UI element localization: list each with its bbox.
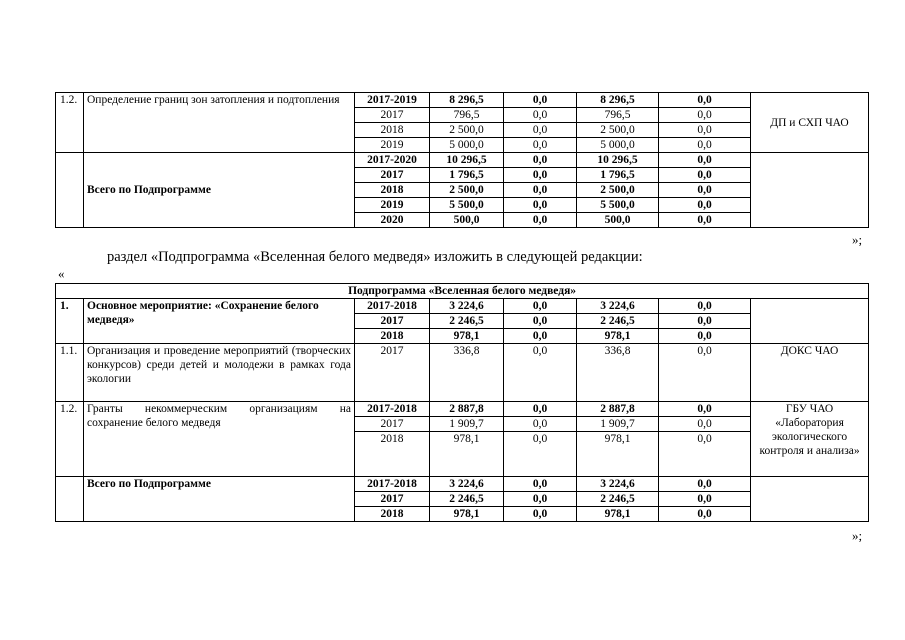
period-cell: 2017 xyxy=(355,168,430,183)
regional-cell: 10 296,5 xyxy=(577,153,659,168)
regional-cell: 3 224,6 xyxy=(577,477,659,492)
period-cell: 2018 xyxy=(355,432,430,477)
federal-cell: 0,0 xyxy=(504,93,577,108)
regional-cell: 5 000,0 xyxy=(577,138,659,153)
closing-quote-mark: »; xyxy=(852,528,863,543)
regional-cell: 3 224,6 xyxy=(577,299,659,314)
total-cell: 8 296,5 xyxy=(430,93,504,108)
period-cell: 2020 xyxy=(355,213,430,228)
closing-quote-mark: »; xyxy=(852,232,863,247)
period-cell: 2017 xyxy=(355,108,430,123)
regional-cell: 500,0 xyxy=(577,213,659,228)
regional-cell: 1 909,7 xyxy=(577,417,659,432)
activity-description: Организация и проведение мероприятий (творческих конкурсов) среди детей и молодежи в рамках года экологии xyxy=(84,344,355,402)
other-cell: 0,0 xyxy=(659,344,751,402)
period-cell: 2018 xyxy=(355,183,430,198)
activity-description: Гранты некоммерческим организациям на сохранение белого медведя xyxy=(84,402,355,477)
federal-cell: 0,0 xyxy=(504,477,577,492)
federal-cell: 0,0 xyxy=(504,329,577,344)
period-cell: 2018 xyxy=(355,123,430,138)
federal-cell: 0,0 xyxy=(504,402,577,417)
row-number: 1.2. xyxy=(56,402,84,477)
executor-cell: ГБУ ЧАО «Лаборатория экологического контроля и анализа» xyxy=(751,402,869,477)
other-cell: 0,0 xyxy=(659,299,751,314)
federal-cell: 0,0 xyxy=(504,314,577,329)
regional-cell: 2 500,0 xyxy=(577,183,659,198)
total-cell: 500,0 xyxy=(430,213,504,228)
regional-cell: 2 887,8 xyxy=(577,402,659,417)
executor-cell xyxy=(751,477,869,522)
period-cell: 2017-2019 xyxy=(355,93,430,108)
total-cell: 2 246,5 xyxy=(430,314,504,329)
regional-cell: 1 796,5 xyxy=(577,168,659,183)
subprogram-header: Подпрограмма «Вселенная белого медведя» xyxy=(56,284,869,299)
total-cell: 2 500,0 xyxy=(430,123,504,138)
funding-table-previous xyxy=(55,92,869,228)
executor-cell: ДОКС ЧАО xyxy=(751,344,869,402)
federal-cell: 0,0 xyxy=(504,198,577,213)
other-cell: 0,0 xyxy=(659,329,751,344)
total-cell: 1 909,7 xyxy=(430,417,504,432)
period-cell: 2017 xyxy=(355,344,430,402)
activity-description: Основное мероприятие: «Сохранение белого медведя» xyxy=(84,299,355,344)
other-cell: 0,0 xyxy=(659,417,751,432)
federal-cell: 0,0 xyxy=(504,432,577,477)
total-cell: 5 500,0 xyxy=(430,198,504,213)
period-cell: 2017 xyxy=(355,314,430,329)
total-cell: 336,8 xyxy=(430,344,504,402)
federal-cell: 0,0 xyxy=(504,108,577,123)
other-cell: 0,0 xyxy=(659,477,751,492)
regional-cell: 8 296,5 xyxy=(577,93,659,108)
federal-cell: 0,0 xyxy=(504,168,577,183)
federal-cell: 0,0 xyxy=(504,299,577,314)
period-cell: 2017-2018 xyxy=(355,477,430,492)
row-number xyxy=(56,153,84,228)
period-cell: 2017-2018 xyxy=(355,299,430,314)
regional-cell: 2 246,5 xyxy=(577,314,659,329)
executor-cell xyxy=(751,299,869,344)
other-cell: 0,0 xyxy=(659,198,751,213)
total-cell: 2 500,0 xyxy=(430,183,504,198)
total-cell: 978,1 xyxy=(430,329,504,344)
executor-cell xyxy=(751,153,869,228)
total-cell: 3 224,6 xyxy=(430,299,504,314)
other-cell: 0,0 xyxy=(659,108,751,123)
period-cell: 2017-2020 xyxy=(355,153,430,168)
other-cell: 0,0 xyxy=(659,492,751,507)
regional-cell: 336,8 xyxy=(577,344,659,402)
other-cell: 0,0 xyxy=(659,153,751,168)
regional-cell: 978,1 xyxy=(577,432,659,477)
row-number: 1.2. xyxy=(56,93,84,153)
regional-cell: 978,1 xyxy=(577,329,659,344)
total-cell: 1 796,5 xyxy=(430,168,504,183)
other-cell: 0,0 xyxy=(659,507,751,522)
funding-table-polar-bear xyxy=(55,283,869,522)
opening-quote-mark: « xyxy=(58,266,65,281)
other-cell: 0,0 xyxy=(659,183,751,198)
other-cell: 0,0 xyxy=(659,138,751,153)
period-cell: 2017 xyxy=(355,492,430,507)
subprogram-total-label: Всего по Подпрограмме xyxy=(84,153,355,228)
other-cell: 0,0 xyxy=(659,123,751,138)
regional-cell: 2 246,5 xyxy=(577,492,659,507)
regional-cell: 2 500,0 xyxy=(577,123,659,138)
federal-cell: 0,0 xyxy=(504,492,577,507)
other-cell: 0,0 xyxy=(659,168,751,183)
total-cell: 978,1 xyxy=(430,507,504,522)
table-row xyxy=(56,299,869,314)
other-cell: 0,0 xyxy=(659,402,751,417)
table-row xyxy=(56,402,869,417)
other-cell: 0,0 xyxy=(659,93,751,108)
federal-cell: 0,0 xyxy=(504,417,577,432)
total-cell: 2 887,8 xyxy=(430,402,504,417)
federal-cell: 0,0 xyxy=(504,123,577,138)
regional-cell: 5 500,0 xyxy=(577,198,659,213)
executor-cell: ДП и СХП ЧАО xyxy=(751,93,869,153)
table-row xyxy=(56,93,869,108)
table-row xyxy=(56,284,869,299)
federal-cell: 0,0 xyxy=(504,153,577,168)
period-cell: 2019 xyxy=(355,198,430,213)
period-cell: 2018 xyxy=(355,507,430,522)
total-cell: 10 296,5 xyxy=(430,153,504,168)
total-cell: 3 224,6 xyxy=(430,477,504,492)
amendment-paragraph: раздел «Подпрограмма «Вселенная белого медведя» изложить в следующей редакции: xyxy=(107,249,643,265)
total-cell: 2 246,5 xyxy=(430,492,504,507)
federal-cell: 0,0 xyxy=(504,213,577,228)
other-cell: 0,0 xyxy=(659,432,751,477)
table-row xyxy=(56,477,869,492)
table-row xyxy=(56,153,869,168)
period-cell: 2017 xyxy=(355,417,430,432)
row-number: 1.1. xyxy=(56,344,84,402)
activity-description: Определение границ зон затопления и подтопления xyxy=(84,93,355,153)
table-row xyxy=(56,344,869,402)
row-number: 1. xyxy=(56,299,84,344)
period-cell: 2017-2018 xyxy=(355,402,430,417)
federal-cell: 0,0 xyxy=(504,138,577,153)
federal-cell: 0,0 xyxy=(504,507,577,522)
regional-cell: 796,5 xyxy=(577,108,659,123)
total-cell: 978,1 xyxy=(430,432,504,477)
federal-cell: 0,0 xyxy=(504,344,577,402)
period-cell: 2019 xyxy=(355,138,430,153)
total-cell: 796,5 xyxy=(430,108,504,123)
period-cell: 2018 xyxy=(355,329,430,344)
other-cell: 0,0 xyxy=(659,314,751,329)
row-number xyxy=(56,477,84,522)
other-cell: 0,0 xyxy=(659,213,751,228)
regional-cell: 978,1 xyxy=(577,507,659,522)
federal-cell: 0,0 xyxy=(504,183,577,198)
subprogram-total-label: Всего по Подпрограмме xyxy=(84,477,355,522)
total-cell: 5 000,0 xyxy=(430,138,504,153)
